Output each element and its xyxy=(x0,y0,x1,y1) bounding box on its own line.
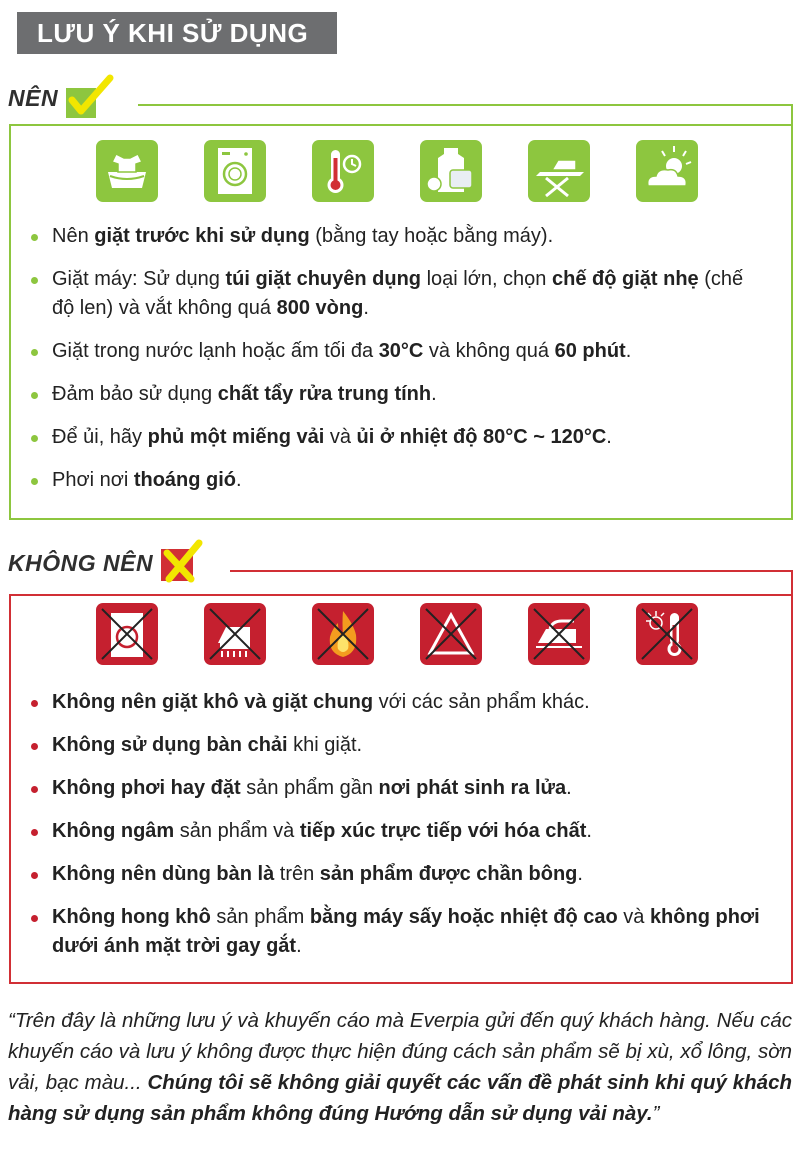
emphasis-text: túi giặt chuyên dụng xyxy=(225,268,422,290)
emphasis-text: thoáng gió xyxy=(133,469,237,491)
text-run: Phơi nơi xyxy=(52,469,134,491)
text-run: . xyxy=(236,469,242,491)
washing-machine-icon xyxy=(204,140,266,202)
should-label: NÊN xyxy=(8,84,59,111)
text-run: khi giặt. xyxy=(287,734,363,756)
text-run: Đảm bảo sử dụng xyxy=(52,383,218,405)
text-run: trên xyxy=(274,863,320,885)
emphasis-text: không phơi dưới ánh mặt trời gay gắt xyxy=(52,906,760,957)
emphasis-text: nơi phát sinh ra lửa xyxy=(378,777,567,799)
list-item xyxy=(30,731,770,760)
emphasis-text: Không sử dụng bàn chải xyxy=(52,734,288,756)
emphasis-text: bằng máy sấy hoặc nhiệt độ cao xyxy=(309,906,618,928)
text-run: sản phẩm xyxy=(210,906,310,928)
emphasis-text: 60 phút xyxy=(554,340,626,362)
text-run: và xyxy=(617,906,650,928)
emphasis-text: phủ một miếng vải xyxy=(147,426,325,448)
text-run: với các sản phẩm khác. xyxy=(373,691,590,713)
text-run: “Trên đây là những lưu ý và khuyến cáo mà Everpia gửi đến quý khách hàng. Nếu các khuyến cáo và lưu ý không được thực hiện đúng cách sản phẩm sẽ bị xù, xổ lông, sờn vải, bạc màu... xyxy=(8,1009,792,1094)
emphasis-text: 30°C xyxy=(378,340,424,362)
emphasis-text: giặt trước khi sử dụng xyxy=(94,225,310,247)
emphasis-text: Không nên dùng bàn là xyxy=(52,863,275,885)
should-list xyxy=(30,222,770,509)
text-run: . xyxy=(586,820,592,842)
should-divider xyxy=(138,104,793,106)
detergent-icon xyxy=(420,140,482,202)
text-run: . xyxy=(577,863,583,885)
list-item xyxy=(30,466,770,495)
text-run: Giặt máy: Sử dụng xyxy=(52,268,226,290)
should-divider-end xyxy=(791,104,793,126)
should-not-header xyxy=(8,545,197,581)
list-item xyxy=(30,774,770,803)
list-item xyxy=(30,903,770,961)
emphasis-text: Chúng tôi sẽ không giải quyết các vấn đề phát sinh khi quý khách hàng sử dụng sản phẩm không đúng Hướng dẫn sử dụng vải này. xyxy=(8,1071,792,1125)
no-iron-icon xyxy=(528,603,590,665)
no-bleach-icon xyxy=(420,603,482,665)
text-run: . xyxy=(431,383,437,405)
checkmark-icon xyxy=(66,80,102,116)
should-not-list xyxy=(30,688,770,975)
emphasis-text: 800 vòng xyxy=(276,297,364,319)
text-run: . xyxy=(296,935,302,957)
emphasis-text: chế độ giặt nhẹ xyxy=(551,268,699,290)
should-not-icons xyxy=(96,603,698,665)
thermometer-timer-icon xyxy=(312,140,374,202)
emphasis-text: tiếp xúc trực tiếp với hóa chất xyxy=(299,820,587,842)
should-header xyxy=(8,80,102,116)
list-item xyxy=(30,817,770,846)
text-run: sản phẩm gần xyxy=(240,777,379,799)
text-run: (bằng tay hoặc bằng máy). xyxy=(309,225,554,247)
text-run: . xyxy=(625,340,632,362)
ironing-board-icon xyxy=(528,140,590,202)
emphasis-text: sản phẩm được chần bông xyxy=(319,863,578,885)
text-run: sản phẩm và xyxy=(174,820,300,842)
emphasis-text: Không hong khô xyxy=(52,906,211,928)
text-run: (chế độ len) và vắt không quá xyxy=(52,268,744,319)
text-run: . xyxy=(566,777,572,799)
list-item xyxy=(30,380,770,409)
text-run: loại lớn, chọn xyxy=(421,268,552,290)
should-not-label: KHÔNG NÊN xyxy=(8,549,154,576)
cross-mark-icon xyxy=(161,545,197,581)
emphasis-text: Không nên giặt khô và giặt chung xyxy=(52,691,374,713)
list-item xyxy=(30,860,770,889)
emphasis-text: chất tẩy rửa trung tính xyxy=(217,383,432,405)
no-heat-sun-icon xyxy=(636,603,698,665)
list-item xyxy=(30,222,770,251)
no-machine-wash-icon xyxy=(96,603,158,665)
page-title: LƯU Ý KHI SỬ DỤNG xyxy=(17,12,337,54)
list-item xyxy=(30,688,770,717)
no-brush-icon xyxy=(204,603,266,665)
emphasis-text: ủi ở nhiệt độ 80°C ~ 120°C xyxy=(356,426,607,448)
list-item xyxy=(30,337,770,366)
disclaimer-note xyxy=(8,1005,792,1129)
text-run: . xyxy=(606,426,612,448)
text-run: Nên xyxy=(52,225,95,247)
list-item xyxy=(30,265,770,323)
text-run: ” xyxy=(652,1102,660,1125)
should-not-divider-end xyxy=(791,570,793,596)
text-run: Giặt trong nước lạnh hoặc ấm tối đa xyxy=(52,340,379,362)
text-run: . xyxy=(363,297,369,319)
text-run: và không quá xyxy=(423,340,555,362)
should-icons xyxy=(96,140,698,202)
should-not-divider xyxy=(230,570,793,572)
no-fire-icon xyxy=(312,603,374,665)
text-run: và xyxy=(324,426,357,448)
hand-wash-icon xyxy=(96,140,158,202)
cloud-sun-icon xyxy=(636,140,698,202)
text-run: Để ủi, hãy xyxy=(52,426,148,448)
list-item xyxy=(30,423,770,452)
emphasis-text: Không ngâm xyxy=(52,820,175,842)
emphasis-text: Không phơi hay đặt xyxy=(52,777,241,799)
